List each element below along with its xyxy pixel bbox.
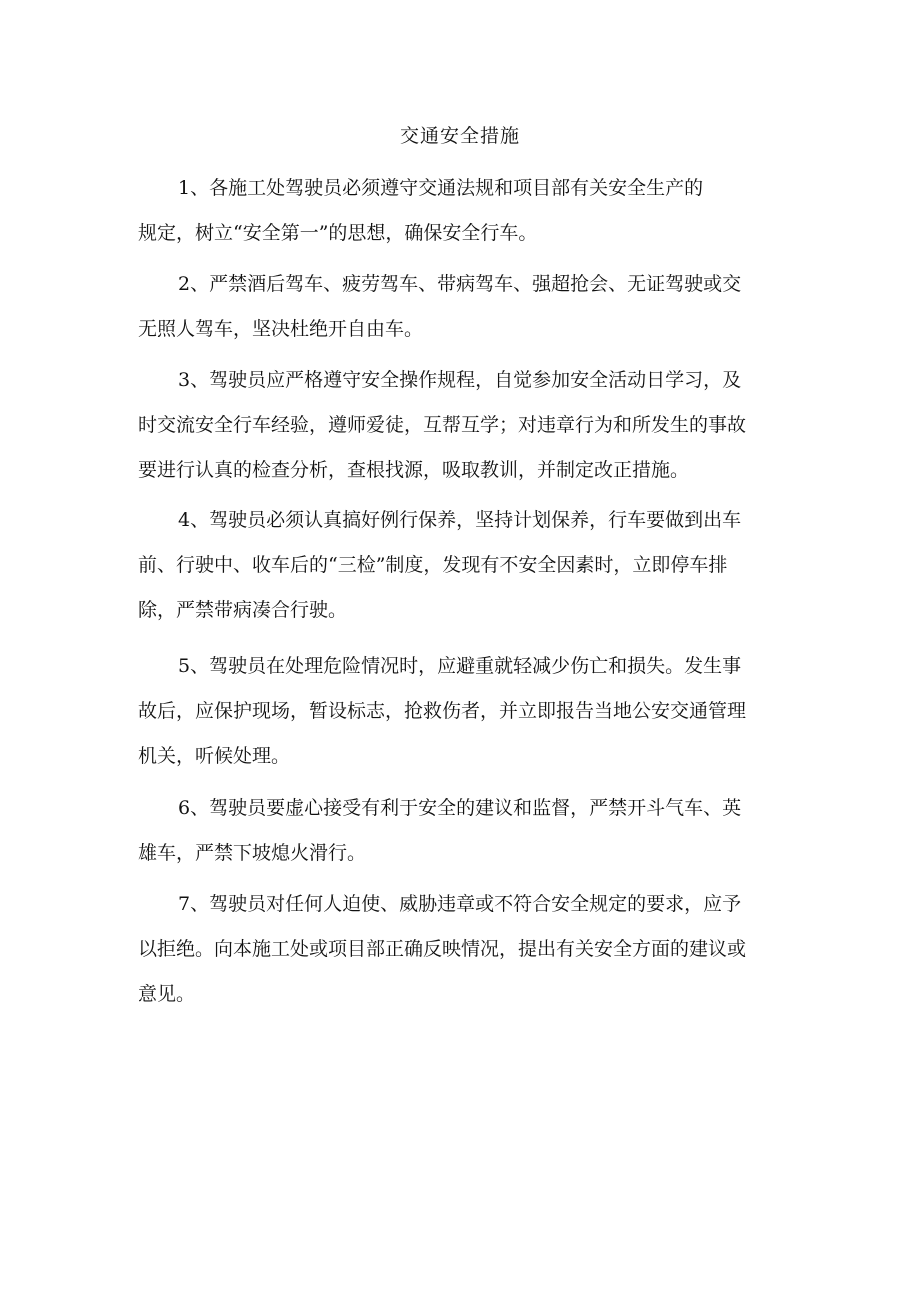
page-title: 交通安全措施: [399, 125, 520, 147]
paragraph-6: [138, 786, 786, 876]
paragraph-line: 1、各施工处驾驶员必须遵守交通法规和项目部有关安全生产的: [178, 177, 704, 199]
paragraph-line: 4、驾驶员必须认真搞好例行保养，坚持计划保养，行车要做到出车: [178, 509, 742, 531]
paragraph-line: 除，严禁带病凑合行驶。: [138, 599, 348, 621]
paragraph-line: 雄车，严禁下坡熄火滑行。: [138, 842, 367, 864]
paragraph-line: 意见。: [138, 983, 196, 1005]
paragraph-line: 规定，树立“安全第一”的思想，确保安全行车。: [138, 222, 538, 244]
paragraph-line: 机关，听候处理。: [138, 745, 291, 767]
paragraph-line: 2、严禁酒后驾车、疲劳驾车、带病驾车、强超抢会、无证驾驶或交: [178, 273, 742, 295]
paragraph-line: 要进行认真的检查分析，查根找源，吸取教训，并制定改正措施。: [138, 459, 690, 481]
paragraph-line: 前、行驶中、收车后的“三检”制度，发现有不安全因素时，立即停车排: [138, 554, 728, 576]
paragraph-7: [138, 882, 786, 1017]
paragraph-4: [138, 498, 786, 633]
paragraph-2: [138, 262, 786, 352]
paragraph-line: 以拒绝。向本施工处或项目部正确反映情况，提出有关安全方面的建议或: [138, 938, 747, 960]
paragraph-line: 故后，应保护现场，暂设标志，抢救伤者，并立即报告当地公安交通管理: [138, 700, 747, 722]
paragraph-5: [138, 644, 786, 779]
paragraph-line: 7、驾驶员对任何人迫使、威胁违章或不符合安全规定的要求，应予: [178, 893, 742, 915]
paragraph-line: 5、驾驶员在处理危险情况时，应避重就轻减少伤亡和损失。发生事: [178, 655, 742, 677]
paragraph-1: [138, 166, 786, 256]
paragraph-line: 无照人驾车，坚决杜绝开自由车。: [138, 318, 424, 340]
paragraph-line: 时交流安全行车经验，遵师爱徒，互帮互学；对违章行为和所发生的事故: [138, 414, 747, 436]
paragraph-line: 3、驾驶员应严格遵守安全操作规程，自觉参加安全活动日学习，及: [178, 369, 742, 391]
paragraph-line: 6、驾驶员要虚心接受有利于安全的建议和监督，严禁开斗气车、英: [178, 797, 742, 819]
paragraph-3: [138, 358, 786, 493]
